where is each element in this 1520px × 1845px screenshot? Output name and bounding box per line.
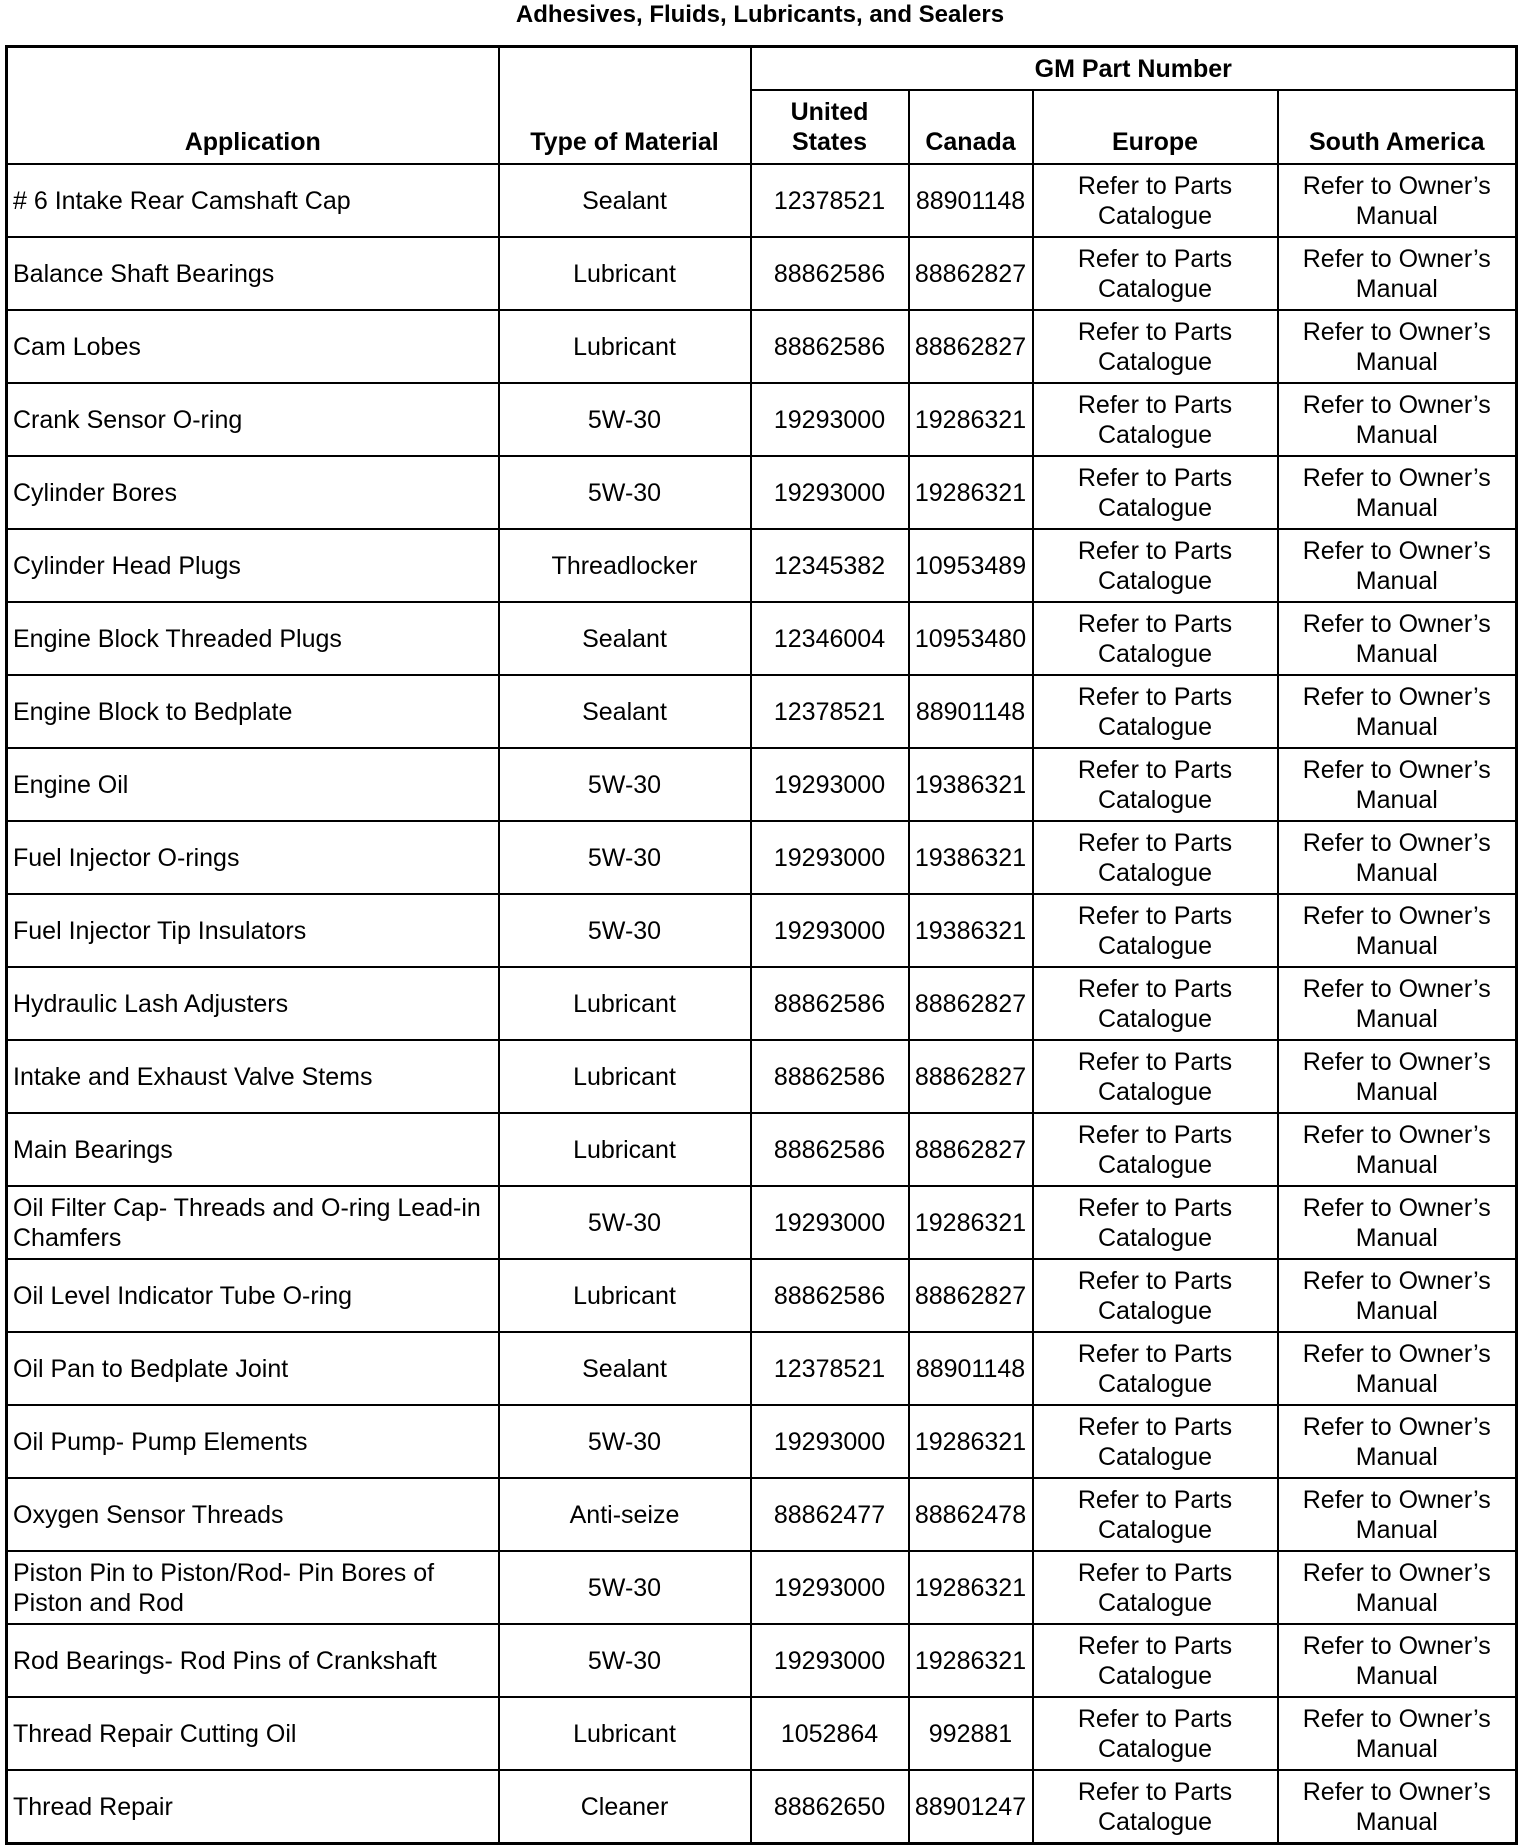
cell-material: Sealant xyxy=(499,164,751,237)
table-body xyxy=(7,164,1517,1844)
cell-europe: Refer to Parts Catalogue xyxy=(1033,967,1278,1040)
cell-canada: 88901148 xyxy=(909,675,1033,748)
cell-south-america: Refer to Owner’s Manual xyxy=(1278,1478,1517,1551)
cell-europe: Refer to Parts Catalogue xyxy=(1033,602,1278,675)
cell-material: 5W-30 xyxy=(499,894,751,967)
cell-application: Oxygen Sensor Threads xyxy=(7,1478,499,1551)
cell-application: Engine Block Threaded Plugs xyxy=(7,602,499,675)
cell-application: Fuel Injector O-rings xyxy=(7,821,499,894)
cell-application: Engine Block to Bedplate xyxy=(7,675,499,748)
cell-canada: 10953480 xyxy=(909,602,1033,675)
table-row xyxy=(7,310,1517,383)
cell-europe: Refer to Parts Catalogue xyxy=(1033,1332,1278,1405)
cell-material: Anti-seize xyxy=(499,1478,751,1551)
cell-united-states: 19293000 xyxy=(751,1551,909,1624)
table-row xyxy=(7,1259,1517,1332)
cell-material: Lubricant xyxy=(499,1113,751,1186)
cell-canada: 19386321 xyxy=(909,821,1033,894)
cell-united-states: 19293000 xyxy=(751,748,909,821)
cell-material: Lubricant xyxy=(499,1259,751,1332)
cell-material: Sealant xyxy=(499,602,751,675)
cell-europe: Refer to Parts Catalogue xyxy=(1033,529,1278,602)
cell-south-america: Refer to Owner’s Manual xyxy=(1278,602,1517,675)
table-row xyxy=(7,529,1517,602)
cell-south-america: Refer to Owner’s Manual xyxy=(1278,164,1517,237)
cell-europe: Refer to Parts Catalogue xyxy=(1033,1770,1278,1844)
cell-canada: 19286321 xyxy=(909,1624,1033,1697)
table-row xyxy=(7,1770,1517,1844)
cell-canada: 992881 xyxy=(909,1697,1033,1770)
cell-material: 5W-30 xyxy=(499,821,751,894)
cell-united-states: 19293000 xyxy=(751,1186,909,1259)
cell-canada: 19386321 xyxy=(909,748,1033,821)
cell-europe: Refer to Parts Catalogue xyxy=(1033,456,1278,529)
cell-united-states: 19293000 xyxy=(751,1405,909,1478)
cell-canada: 19286321 xyxy=(909,1405,1033,1478)
cell-south-america: Refer to Owner’s Manual xyxy=(1278,1040,1517,1113)
cell-europe: Refer to Parts Catalogue xyxy=(1033,821,1278,894)
cell-canada: 88901148 xyxy=(909,1332,1033,1405)
cell-europe: Refer to Parts Catalogue xyxy=(1033,1259,1278,1332)
cell-material: Lubricant xyxy=(499,237,751,310)
cell-application: Cylinder Bores xyxy=(7,456,499,529)
cell-material: Lubricant xyxy=(499,967,751,1040)
cell-south-america: Refer to Owner’s Manual xyxy=(1278,1332,1517,1405)
cell-united-states: 19293000 xyxy=(751,1624,909,1697)
cell-material: 5W-30 xyxy=(499,1551,751,1624)
cell-united-states: 88862477 xyxy=(751,1478,909,1551)
cell-south-america: Refer to Owner’s Manual xyxy=(1278,1113,1517,1186)
table-row xyxy=(7,164,1517,237)
cell-europe: Refer to Parts Catalogue xyxy=(1033,894,1278,967)
cell-application: Crank Sensor O-ring xyxy=(7,383,499,456)
cell-canada: 88862827 xyxy=(909,1259,1033,1332)
cell-canada: 88862827 xyxy=(909,1113,1033,1186)
cell-south-america: Refer to Owner’s Manual xyxy=(1278,310,1517,383)
table-row xyxy=(7,1332,1517,1405)
table-row xyxy=(7,821,1517,894)
header-gm-part-number: GM Part Number xyxy=(751,47,1517,91)
cell-material: 5W-30 xyxy=(499,456,751,529)
cell-united-states: 19293000 xyxy=(751,821,909,894)
cell-material: 5W-30 xyxy=(499,1624,751,1697)
cell-canada: 88862827 xyxy=(909,1040,1033,1113)
cell-europe: Refer to Parts Catalogue xyxy=(1033,1040,1278,1113)
cell-europe: Refer to Parts Catalogue xyxy=(1033,1113,1278,1186)
cell-united-states: 1052864 xyxy=(751,1697,909,1770)
header-material: Type of Material xyxy=(499,47,751,165)
cell-application: Oil Level Indicator Tube O-ring xyxy=(7,1259,499,1332)
cell-material: Lubricant xyxy=(499,1040,751,1113)
cell-south-america: Refer to Owner’s Manual xyxy=(1278,237,1517,310)
cell-material: 5W-30 xyxy=(499,383,751,456)
cell-application: # 6 Intake Rear Camshaft Cap xyxy=(7,164,499,237)
table-row xyxy=(7,456,1517,529)
cell-united-states: 88862586 xyxy=(751,967,909,1040)
cell-application: Oil Filter Cap- Threads and O-ring Lead-in Chamfers xyxy=(7,1186,499,1259)
cell-south-america: Refer to Owner’s Manual xyxy=(1278,1259,1517,1332)
cell-application: Rod Bearings- Rod Pins of Crankshaft xyxy=(7,1624,499,1697)
cell-europe: Refer to Parts Catalogue xyxy=(1033,675,1278,748)
cell-united-states: 88862586 xyxy=(751,1259,909,1332)
table-row xyxy=(7,1040,1517,1113)
table-row xyxy=(7,1405,1517,1478)
header-south-america: South America xyxy=(1278,90,1517,164)
cell-united-states: 19293000 xyxy=(751,383,909,456)
cell-south-america: Refer to Owner’s Manual xyxy=(1278,675,1517,748)
cell-application: Fuel Injector Tip Insulators xyxy=(7,894,499,967)
cell-application: Oil Pump- Pump Elements xyxy=(7,1405,499,1478)
cell-united-states: 12346004 xyxy=(751,602,909,675)
cell-canada: 19286321 xyxy=(909,383,1033,456)
cell-material: Lubricant xyxy=(499,310,751,383)
cell-canada: 88901148 xyxy=(909,164,1033,237)
header-united-states: United States xyxy=(751,90,909,164)
cell-canada: 19286321 xyxy=(909,456,1033,529)
table-row xyxy=(7,894,1517,967)
cell-application: Balance Shaft Bearings xyxy=(7,237,499,310)
cell-europe: Refer to Parts Catalogue xyxy=(1033,310,1278,383)
cell-south-america: Refer to Owner’s Manual xyxy=(1278,1770,1517,1844)
table-row xyxy=(7,237,1517,310)
table-row xyxy=(7,1551,1517,1624)
cell-europe: Refer to Parts Catalogue xyxy=(1033,383,1278,456)
cell-application: Intake and Exhaust Valve Stems xyxy=(7,1040,499,1113)
cell-united-states: 12378521 xyxy=(751,164,909,237)
cell-united-states: 12378521 xyxy=(751,1332,909,1405)
cell-application: Main Bearings xyxy=(7,1113,499,1186)
cell-canada: 19386321 xyxy=(909,894,1033,967)
page-title: Adhesives, Fluids, Lubricants, and Sealers xyxy=(515,1,1005,28)
cell-united-states: 12345382 xyxy=(751,529,909,602)
cell-europe: Refer to Parts Catalogue xyxy=(1033,164,1278,237)
cell-material: Sealant xyxy=(499,675,751,748)
cell-south-america: Refer to Owner’s Manual xyxy=(1278,383,1517,456)
table-row xyxy=(7,1186,1517,1259)
cell-south-america: Refer to Owner’s Manual xyxy=(1278,1405,1517,1478)
table-row xyxy=(7,967,1517,1040)
cell-south-america: Refer to Owner’s Manual xyxy=(1278,1697,1517,1770)
cell-europe: Refer to Parts Catalogue xyxy=(1033,237,1278,310)
cell-united-states: 19293000 xyxy=(751,894,909,967)
table-row xyxy=(7,1697,1517,1770)
cell-material: 5W-30 xyxy=(499,748,751,821)
cell-south-america: Refer to Owner’s Manual xyxy=(1278,894,1517,967)
table-row xyxy=(7,1624,1517,1697)
cell-south-america: Refer to Owner’s Manual xyxy=(1278,821,1517,894)
cell-canada: 19286321 xyxy=(909,1186,1033,1259)
cell-canada: 88862827 xyxy=(909,237,1033,310)
cell-application: Engine Oil xyxy=(7,748,499,821)
cell-united-states: 19293000 xyxy=(751,456,909,529)
cell-united-states: 12378521 xyxy=(751,675,909,748)
cell-south-america: Refer to Owner’s Manual xyxy=(1278,1186,1517,1259)
cell-material: Lubricant xyxy=(499,1697,751,1770)
cell-canada: 88901247 xyxy=(909,1770,1033,1844)
cell-united-states: 88862650 xyxy=(751,1770,909,1844)
cell-material: 5W-30 xyxy=(499,1186,751,1259)
cell-canada: 19286321 xyxy=(909,1551,1033,1624)
cell-south-america: Refer to Owner’s Manual xyxy=(1278,748,1517,821)
header-europe: Europe xyxy=(1033,90,1278,164)
parts-table xyxy=(5,45,1518,1845)
header-application: Application xyxy=(7,47,499,165)
table-row xyxy=(7,1113,1517,1186)
cell-application: Cam Lobes xyxy=(7,310,499,383)
cell-europe: Refer to Parts Catalogue xyxy=(1033,1405,1278,1478)
table-row xyxy=(7,602,1517,675)
cell-canada: 88862478 xyxy=(909,1478,1033,1551)
cell-united-states: 88862586 xyxy=(751,237,909,310)
cell-application: Cylinder Head Plugs xyxy=(7,529,499,602)
cell-application: Hydraulic Lash Adjusters xyxy=(7,967,499,1040)
cell-united-states: 88862586 xyxy=(751,1113,909,1186)
cell-europe: Refer to Parts Catalogue xyxy=(1033,1551,1278,1624)
cell-europe: Refer to Parts Catalogue xyxy=(1033,748,1278,821)
cell-south-america: Refer to Owner’s Manual xyxy=(1278,456,1517,529)
cell-application: Oil Pan to Bedplate Joint xyxy=(7,1332,499,1405)
cell-material: Threadlocker xyxy=(499,529,751,602)
cell-south-america: Refer to Owner’s Manual xyxy=(1278,1624,1517,1697)
cell-material: Sealant xyxy=(499,1332,751,1405)
cell-application: Thread Repair xyxy=(7,1770,499,1844)
cell-europe: Refer to Parts Catalogue xyxy=(1033,1478,1278,1551)
table-row xyxy=(7,383,1517,456)
cell-united-states: 88862586 xyxy=(751,1040,909,1113)
cell-south-america: Refer to Owner’s Manual xyxy=(1278,529,1517,602)
header-canada: Canada xyxy=(909,90,1033,164)
header-row-group xyxy=(7,47,1517,91)
cell-material: Cleaner xyxy=(499,1770,751,1844)
cell-united-states: 88862586 xyxy=(751,310,909,383)
cell-europe: Refer to Parts Catalogue xyxy=(1033,1697,1278,1770)
cell-canada: 88862827 xyxy=(909,967,1033,1040)
cell-south-america: Refer to Owner’s Manual xyxy=(1278,967,1517,1040)
cell-europe: Refer to Parts Catalogue xyxy=(1033,1186,1278,1259)
cell-europe: Refer to Parts Catalogue xyxy=(1033,1624,1278,1697)
table-row xyxy=(7,675,1517,748)
cell-canada: 10953489 xyxy=(909,529,1033,602)
table-row xyxy=(7,1478,1517,1551)
cell-application: Piston Pin to Piston/Rod- Pin Bores of Piston and Rod xyxy=(7,1551,499,1624)
cell-material: 5W-30 xyxy=(499,1405,751,1478)
cell-application: Thread Repair Cutting Oil xyxy=(7,1697,499,1770)
cell-south-america: Refer to Owner’s Manual xyxy=(1278,1551,1517,1624)
cell-canada: 88862827 xyxy=(909,310,1033,383)
table-row xyxy=(7,748,1517,821)
